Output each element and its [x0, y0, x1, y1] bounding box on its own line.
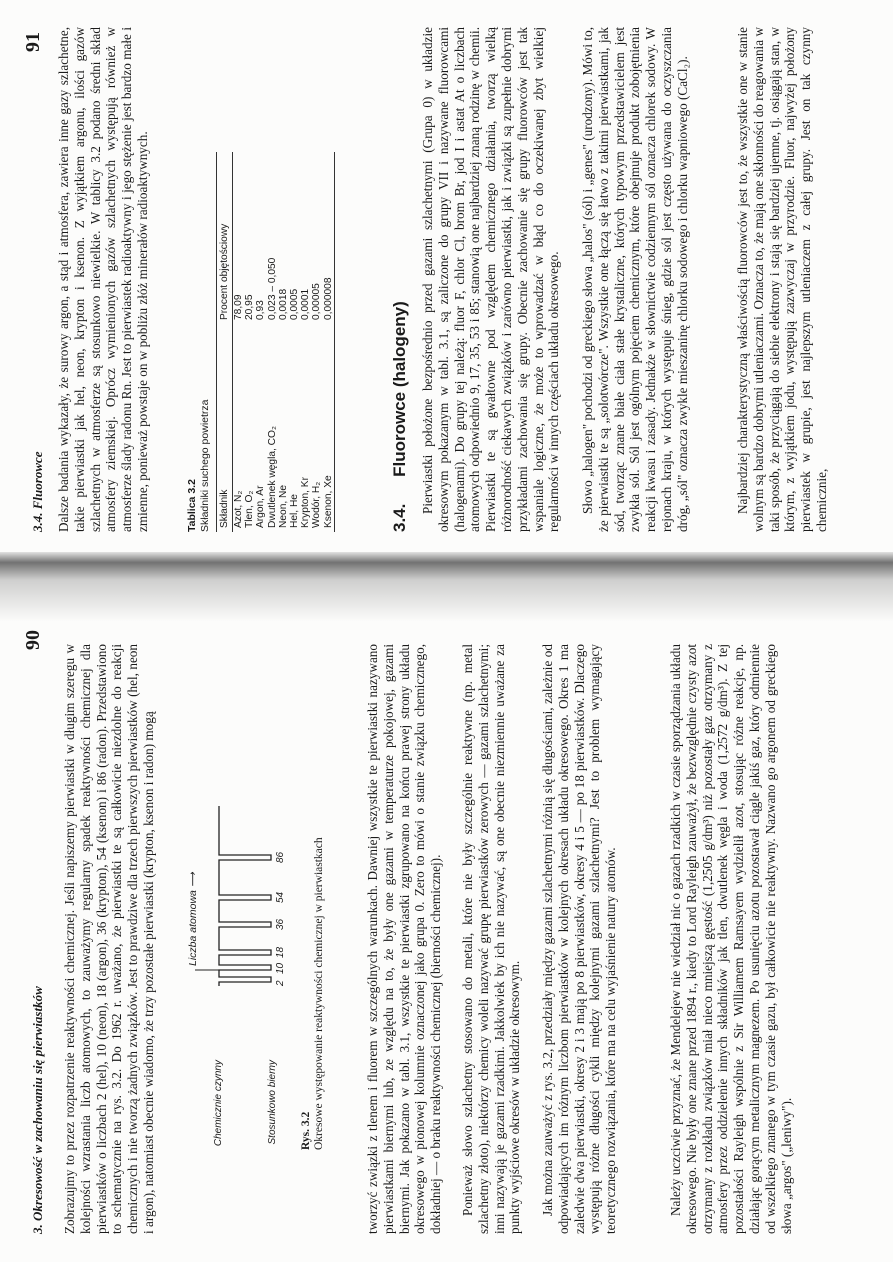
table-cell: 0,023 – 0,050: [266, 257, 278, 320]
left-page: [0, 572, 893, 1262]
label-active: Chemicznie czynny: [213, 1060, 224, 1147]
table-row: [255, 152, 266, 532]
section-heading: [390, 301, 410, 532]
figure-caption-text: Okresowe występowanie reaktywności chemicznej w pierwiastkach: [313, 837, 325, 1150]
table-row: [267, 152, 278, 532]
column-header: Procent objętościowy: [217, 152, 233, 324]
table-cell: 78,09: [233, 294, 244, 320]
table-row: [323, 152, 335, 532]
page-number-right: 91: [22, 32, 44, 52]
figure-caption: [300, 650, 326, 1150]
paragraph: tworzyć związki z tlenem i fluorem w szczególnych warunkach. Dawniej wszystkie te pierwiastki nazywano pierwiastkami biernymi lub, ze względu na to, że były one gazami w temperaturze pokojowej, gazami biernymi. Jak pokazano w tabl. 3.1, wszystkie te pierwiastki zgrupowano na końcu prawej strony układu okresowego w pionowej kolumnie oznaczonej jako grupa 0. Zero to mówi o stanie związku chemicznego, dokładniej — o braku reaktywności chemicznej (bierności chemicznej).: [365, 644, 444, 1234]
table-cell: Tlen, O₂: [244, 490, 256, 528]
table-title: Składniki suchego powietrza: [199, 399, 211, 532]
table-row: [300, 152, 311, 532]
table-cell: 0,0018: [277, 288, 289, 320]
table-row: [289, 152, 300, 532]
table-cell: 0,0001: [300, 288, 312, 320]
table-cell: 0,000008: [323, 152, 335, 324]
table-row: [278, 152, 289, 532]
table-cell: Argon, Ar: [255, 485, 267, 528]
paragraph: Pierwiastki położone bezpośrednio przed gazami szlachetnymi (Grupa 0) w układzie okresowym pokazanym w tabl. 3.1, są zaliczone do grupy VII i nazywane fluorowcami (halogenami). Do grupy tej należą: fluor F, chlor Cl, brom Br, jod I i astat At o liczbach atomowych odpowiednio 9, 17, 35, 53 i 85; stanowią one najbardziej znaną rodzinę w chemii. Pierwiastki te są gwałtowne pod względem chemicznego działania, tworzą wielką różnorodność ciekawych związków i zarówno pierwiastki, jak i związki są zupełnie dobrymi przykładami zachowania się grupy. Obecnie zachowanie się grupy fluorowców jest tak wspaniale logiczne, że może to wprowadzać w błąd co do oczekiwanej zbyt wielkiej regularności w innych częściach układu okresowego.: [420, 27, 562, 532]
paragraph: Dalsze badania wykazały, że surowy argon, a stąd i atmosfera, zawiera inne gazy szlachetne, takie pierwiastki jak hel, neon, krypton i ksenon. Z wyjątkiem argonu, ilości gazów szlachetnych w atmosferze są stosunkowo niewielkie. W tablicy 3.2 podano średni skład atmosfery ziemskiej. Oprócz wymienionych gazów szlachetnych występują również w atmosferze ślady radonu Rn. Jest to pierwiastek radioaktywny i jego stężenie jest bardzo małe i zmienne, ponieważ powstaje on w pobliżu złóż minerałów radioaktywnych.: [56, 27, 150, 532]
paragraph: Ponieważ słowo szlachetny stosowano do metali, które nie były szczególnie reaktywne (np. metal szlachetny złoto), niektórzy chemicy woleli nazywać grupę pierwiastków zerowych — gazami szlachetnymi; inni nazywają je gazami rzadkimi. Jakkolwiek by ich nie nazywać, są one obecnie niezmiennie uważane za punkty wyjściowe okresów w układzie okresowym.: [460, 644, 523, 1234]
tick-label: 86: [275, 851, 286, 863]
right-page: [0, 0, 893, 572]
table-cell: Ksenon, Xe: [323, 324, 335, 532]
table-cell: Azot, N₂: [233, 490, 244, 528]
paragraph: Najbardziej charakterystyczną właściwością fluorowców jest to, że wszystkie one w stanie wolnym są bardzo dobrymi utleniaczami. Oznacza to, że mają one skłonności do reagowania w taki sposób, że przyciągają do siebie elektrony i stają się bardziej ujemne, tj. osiągają stan, w którym, z wyjątkiem jodu, występują zazwyczaj w przyrodzie. Fluor, najwyżej położony pierwiastek w grupie, jest najlepszym utleniaczem z całej grupy. Jest on tak czynny chemicznie,: [735, 27, 829, 532]
figure-caption-label: Rys. 3.2: [300, 1111, 312, 1150]
table-cell: 0,0005: [289, 288, 301, 320]
table-cell: 0,93: [255, 300, 267, 320]
table-cell: Dwutlenek węgla, CO₂: [266, 426, 278, 528]
table-caption: [186, 400, 212, 533]
paragraph: Należy uczciwie przyznać, że Mendelejew nie wiedział nic o gazach rzadkich w czasie sporządzania układu okresowego. Nie były one znane przed 1894 r., kiedy to Lord Rayleigh zauważył, że bezwzględnie czysty azot otrzymany z rozkładu związków miał nieco mniejszą gęstość (1,2505 g/dm³) niż pozostały gaz otrzymany z atmosfery przez oddzielenie innych składników jak tlen, dwutlenek węgla i woda (1,2572 g/dm³). Z tej pozostałości Rayleigh wspólnie z Sir Williamem Ramsayem wydzielił azot, stosując różne reakcje, np. działając gorącym metalicznym magnezem. Po usunięciu azotu pozostawał ciągle jakiś gaz, który odmiennie od wszelkiego znanego w tym czasie gazu, był całkowicie nie reaktywny. Nazwano go argonem od greckiego słowa „argos" („leniwy").: [668, 644, 794, 1234]
running-header-right: 3.4. Fluorowce: [30, 451, 45, 532]
table-row: [233, 152, 245, 532]
tick-label: 2: [275, 980, 286, 986]
table-cell: Wodór, H₂: [311, 481, 323, 528]
table-cell: 20,95: [244, 294, 256, 320]
table-cell: Krypton, Kr: [300, 477, 312, 528]
section-title: Fluorowce (halogeny): [390, 301, 409, 477]
page-number-left: 90: [22, 630, 44, 650]
paragraph: Słowo „halogen" pochodzi od greckiego słowa „halos" (sól) i „genes" (urodzony). Mówi to, że pierwiastki te są „solotwórcze". Wszystkie one łączą się łatwo z takimi pierwiastkami, jak sód, tworząc znane białe ciała stałe krystaliczne, których typowym przedstawicielem jest zwykła sól. Sól jest ogólnym pojęciem chemicznym, które obejmuje produkt zobojętnienia reakcji kwasu i zasady. Jednakże w słownictwie codziennym sól oznacza chlorek sodowy. W rejonach kraju, w których występuje śnieg, gdzie sól jest często używana do oczyszczania dróg, „sól" oznacza zwykle mieszaninę chlorku sodowego i chlorku wapniowego (CaCl₂).: [580, 27, 690, 532]
paragraph: Jak można zauważyć z rys. 3.2, przedziały między gazami szlachetnymi różnią się długościami, zależnie od odpowiadających im różnym liczbom pierwiastków w kolejnych okresach układu okresowego. Okres 1 ma zaledwie dwa pierwiastki, okresy 2 i 3 mają po 8 pierwiastków, okresy 4 i 5 — po 18 pierwiastków. Dlaczego występują różne długości cykli między kolejnymi gazami szlachetnymi? Jest to problem wymagający teoretycznego rozwiązania, które ma na celu wyjaśnienie natury atomów.: [540, 644, 619, 1234]
air-composition-table: [216, 152, 335, 532]
table-label: Tablica 3.2: [186, 479, 198, 532]
tick-label: 54: [275, 891, 286, 903]
tick-label: 18: [275, 946, 286, 958]
paragraph: Zobrazujmy to przez rozpatrzenie reaktywności chemicznej. Jeśli napiszemy pierwiastki w długim szeregu w kolejności wzrastania liczb atomowych, to zauważymy regularny spadek reaktywności chemicznej dla pierwiastków o liczbach 2 (hel), 10 (neon), 18 (argon), 36 (krypton), 54 (ksenon) i 86 (radon). Przedstawiono to schematycznie na rys. 3.2. Do 1962 r. uważano, że pierwiastki te są całkowicie niezdolne do reakcji chemicznych i nie tworzą żadnych związków. Jest to prawdziwe dla trzech pierwszych pierwiastków (hel, neon i argon), natomiast obecnie wiadomo, że trzy pozostałe pierwiastki (krypton, ksenon i radon) mogą: [62, 644, 156, 1234]
section-number: 3.4.: [390, 503, 409, 532]
table-row: [311, 152, 322, 532]
tick-label: 10: [275, 962, 286, 974]
tick-label: 36: [275, 918, 286, 930]
table-cell: Neon, Ne: [277, 484, 289, 528]
table-row: [244, 152, 255, 532]
running-header-left: 3. Okresowość w zachowaniu się pierwiastków: [30, 986, 45, 1234]
table-cell: 0,00005: [311, 283, 323, 320]
column-header: Składnik: [217, 324, 233, 532]
table-cell: Hel, He: [289, 494, 301, 528]
label-inert: Stosunkowo bierny: [267, 1060, 278, 1145]
table-header-row: [217, 152, 233, 532]
axis-arrow-label: Liczba atomowa ⟶: [187, 872, 199, 966]
